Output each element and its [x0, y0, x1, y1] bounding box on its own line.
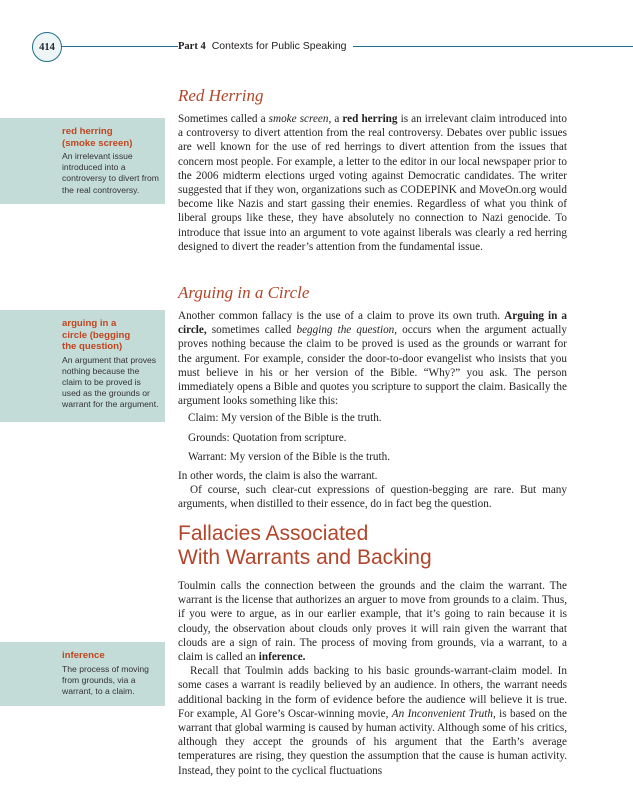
running-head	[178, 40, 353, 52]
emphasis: smoke screen,	[268, 113, 332, 125]
glossary-box-arguing-circle	[0, 310, 165, 422]
paragraph: Of course, such clear-cut expressions of question-begging are rare. But many arguments, when distilled to their essence, do in fact beg the question.	[178, 484, 567, 511]
text-run: Toulmin calls the connection between the grounds and the claim the warrant. The warrant is the license that authorizes an arguer to move from grounds to a claim. Thus, if you were to argue, as in our earlier example, that it’s going to rain because it is cloudy, the observation about clouds only proves it will rain given the warrant that clouds are a sign of rain. The process of moving from grounds, via a warrant, to a claim is called an	[178, 580, 567, 664]
emphasis: An Inconvenient Truth,	[391, 707, 496, 720]
glossary-term-line: (smoke screen)	[62, 137, 133, 149]
key-term: inference.	[258, 651, 306, 664]
paragraph	[178, 112, 567, 254]
text-run: Recall that Toulmin adds backing to his basic grounds-warrant-claim model. In some cases a warrant is readily believed by an audience. In others, the warrant needs additional backing in the form of evidence before the audience will believe it is true. For example, Al Gore’s Oscar-winning movie,	[178, 665, 567, 720]
page-number	[32, 32, 62, 62]
key-term: red herring	[342, 113, 398, 125]
glossary-box-red-herring	[0, 118, 165, 204]
glossary-definition: An irrelevant issue introduced into a controversy to divert from the real controversy.	[62, 151, 159, 195]
heading-line: Fallacies Associated	[178, 522, 369, 545]
paragraph: In other words, the claim is also the warrant.	[178, 470, 378, 483]
emphasis: begging the question,	[296, 324, 398, 337]
section-body-arguing-circle	[178, 309, 567, 512]
text-run: Sometimes called a	[178, 113, 269, 125]
section-heading-red-herring: Red Herring	[178, 86, 264, 105]
text-run: is based on the warrant that global warming is caused by human activity. Although some of his critics, although they accept the grounds of his argument that the Earth’s average temperatures are rising, they question the assumption that the cause is human activity. Instead, they point to the cyclical fluctuations	[178, 707, 567, 777]
glossary-term-line: inference	[62, 650, 105, 661]
glossary-definition: The process of moving from grounds, via a warrant, to a claim.	[62, 663, 149, 696]
glossary-term-line: circle (begging	[62, 329, 131, 341]
section-body-fallacies-warrants	[178, 579, 567, 778]
text-run: is an irrelevant claim introduced into a controversy to divert attention from the real controversy. Debates over public issues are well known for the use of red herrings to divert attention from the issues that concern most people. For example, a letter to the editor in our local newspaper prior to the 2006 midterm elections urged voting against Democratic candidates. The writer suggested that if they won, organizations such as CODEPINK and MoveOn.org would become like Nazis and start gassing their enemies. Regardless of what you think of liberal groups like these, they have absolutely no connection to Nazi genocide. To introduce that issue into an argument to vote against liberals was clearly a red herring designed to divert the reader’s attention from the fundamental issue.	[178, 113, 567, 253]
section-body-red-herring	[178, 112, 567, 254]
glossary-term-line: red herring	[62, 126, 113, 137]
argument-warrant: Warrant: My version of the Bible is the truth.	[188, 450, 390, 463]
glossary-box-inference	[0, 642, 165, 706]
argument-grounds: Grounds: Quotation from scripture.	[188, 431, 347, 444]
paragraph	[178, 664, 567, 778]
glossary-term	[62, 650, 159, 662]
glossary-definition: An argument that proves nothing because the claim to be proved is used as the grounds or warrant for the argument.	[62, 354, 159, 410]
glossary-term	[62, 126, 159, 149]
text-run: sometimes called	[206, 324, 297, 337]
page-number-text: 414	[39, 41, 55, 53]
heading-line: With Warrants and Backing	[178, 546, 432, 569]
key-term: Arguing in a circle,	[178, 310, 567, 337]
glossary-term	[62, 318, 159, 353]
section-heading-fallacies-warrants	[178, 522, 558, 570]
glossary-term-line: arguing in a	[62, 318, 117, 329]
section-heading-arguing-circle: Arguing in a Circle	[178, 283, 310, 302]
text-run: Another common fallacy is the use of a claim to prove its own truth.	[178, 310, 505, 322]
paragraph	[178, 309, 567, 408]
glossary-term-line: the question)	[62, 341, 123, 352]
argument-claim: Claim: My version of the Bible is the truth.	[188, 412, 382, 425]
part-title: Contexts for Public Speaking	[211, 40, 347, 52]
part-label: Part 4	[178, 41, 206, 52]
paragraph	[178, 579, 567, 664]
text-run: occurs when the argument actually proves nothing because the claim to be proved is used as the grounds or warrant for the argument. For example, consider the door-to-door evangelist who insists that you must believe in his or her version of the Bible. “Why?” you ask. The person immediately opens a Bible and quotes you scripture to support the claim. Basically the argument looks something like this:	[178, 324, 567, 408]
text-run: a	[331, 113, 343, 125]
